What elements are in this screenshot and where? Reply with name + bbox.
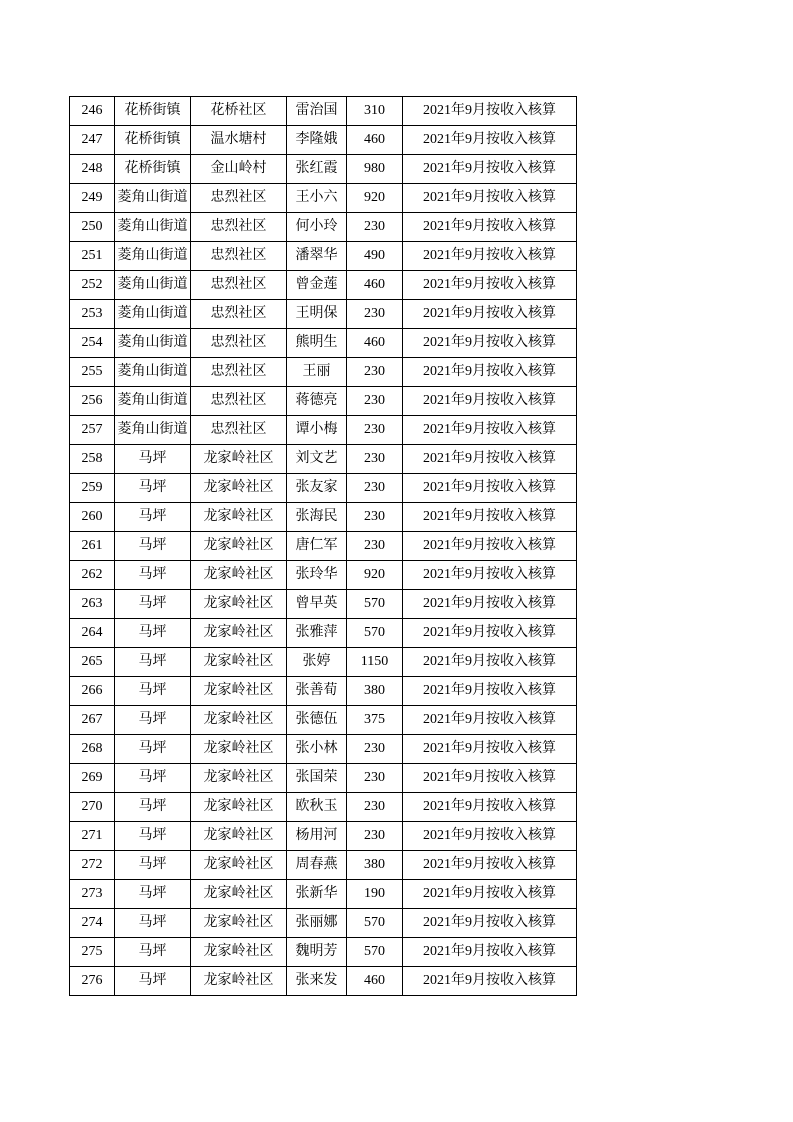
cell-note: 2021年9月按收入核算: [403, 416, 577, 445]
cell-town: 马坪: [115, 706, 191, 735]
cell-serial-number: 257: [70, 416, 115, 445]
table-row: [70, 416, 577, 445]
cell-amount: 230: [347, 445, 403, 474]
cell-town: 马坪: [115, 648, 191, 677]
cell-serial-number: 258: [70, 445, 115, 474]
cell-community: 龙家岭社区: [191, 648, 287, 677]
cell-note: 2021年9月按收入核算: [403, 619, 577, 648]
table-row: [70, 503, 577, 532]
cell-community: 龙家岭社区: [191, 909, 287, 938]
cell-town: 马坪: [115, 532, 191, 561]
cell-amount: 230: [347, 300, 403, 329]
cell-serial-number: 252: [70, 271, 115, 300]
table-body: [70, 97, 577, 996]
cell-person-name: 欧秋玉: [287, 793, 347, 822]
cell-serial-number: 246: [70, 97, 115, 126]
cell-person-name: 熊明生: [287, 329, 347, 358]
cell-serial-number: 250: [70, 213, 115, 242]
cell-town: 菱角山街道: [115, 213, 191, 242]
cell-serial-number: 274: [70, 909, 115, 938]
table-row: [70, 97, 577, 126]
cell-note: 2021年9月按收入核算: [403, 474, 577, 503]
cell-note: 2021年9月按收入核算: [403, 706, 577, 735]
cell-amount: 490: [347, 242, 403, 271]
table-row: [70, 532, 577, 561]
cell-community: 龙家岭社区: [191, 619, 287, 648]
cell-person-name: 张丽娜: [287, 909, 347, 938]
cell-note: 2021年9月按收入核算: [403, 793, 577, 822]
cell-community: 忠烈社区: [191, 416, 287, 445]
cell-town: 菱角山街道: [115, 242, 191, 271]
cell-amount: 230: [347, 358, 403, 387]
cell-serial-number: 269: [70, 764, 115, 793]
cell-person-name: 曾早英: [287, 590, 347, 619]
cell-note: 2021年9月按收入核算: [403, 445, 577, 474]
cell-town: 马坪: [115, 851, 191, 880]
cell-note: 2021年9月按收入核算: [403, 590, 577, 619]
cell-community: 温水塘村: [191, 126, 287, 155]
table-row: [70, 155, 577, 184]
cell-serial-number: 263: [70, 590, 115, 619]
cell-community: 忠烈社区: [191, 300, 287, 329]
cell-note: 2021年9月按收入核算: [403, 387, 577, 416]
cell-person-name: 张婷: [287, 648, 347, 677]
cell-serial-number: 256: [70, 387, 115, 416]
cell-note: 2021年9月按收入核算: [403, 97, 577, 126]
cell-note: 2021年9月按收入核算: [403, 242, 577, 271]
cell-person-name: 张海民: [287, 503, 347, 532]
cell-community: 忠烈社区: [191, 329, 287, 358]
cell-person-name: 张玲华: [287, 561, 347, 590]
cell-community: 龙家岭社区: [191, 474, 287, 503]
table-row: [70, 126, 577, 155]
cell-person-name: 何小玲: [287, 213, 347, 242]
cell-serial-number: 261: [70, 532, 115, 561]
table-row: [70, 300, 577, 329]
cell-note: 2021年9月按收入核算: [403, 909, 577, 938]
cell-amount: 980: [347, 155, 403, 184]
cell-person-name: 刘文艺: [287, 445, 347, 474]
table-row: [70, 822, 577, 851]
cell-town: 马坪: [115, 967, 191, 996]
table-row: [70, 880, 577, 909]
table-row: [70, 242, 577, 271]
cell-serial-number: 248: [70, 155, 115, 184]
cell-note: 2021年9月按收入核算: [403, 271, 577, 300]
cell-town: 马坪: [115, 793, 191, 822]
subsidy-records-table: [69, 96, 577, 996]
cell-person-name: 张雅萍: [287, 619, 347, 648]
cell-serial-number: 264: [70, 619, 115, 648]
cell-amount: 375: [347, 706, 403, 735]
cell-community: 金山岭村: [191, 155, 287, 184]
cell-serial-number: 254: [70, 329, 115, 358]
cell-amount: 920: [347, 184, 403, 213]
table-row: [70, 590, 577, 619]
cell-note: 2021年9月按收入核算: [403, 880, 577, 909]
cell-note: 2021年9月按收入核算: [403, 851, 577, 880]
cell-person-name: 蒋德亮: [287, 387, 347, 416]
cell-amount: 460: [347, 271, 403, 300]
cell-note: 2021年9月按收入核算: [403, 532, 577, 561]
cell-note: 2021年9月按收入核算: [403, 503, 577, 532]
cell-person-name: 潘翠华: [287, 242, 347, 271]
table-row: [70, 619, 577, 648]
cell-town: 马坪: [115, 445, 191, 474]
cell-community: 龙家岭社区: [191, 503, 287, 532]
cell-note: 2021年9月按收入核算: [403, 329, 577, 358]
cell-serial-number: 259: [70, 474, 115, 503]
cell-amount: 570: [347, 619, 403, 648]
cell-serial-number: 266: [70, 677, 115, 706]
cell-town: 马坪: [115, 880, 191, 909]
cell-community: 龙家岭社区: [191, 532, 287, 561]
cell-note: 2021年9月按收入核算: [403, 358, 577, 387]
cell-amount: 230: [347, 474, 403, 503]
cell-person-name: 张小林: [287, 735, 347, 764]
cell-town: 菱角山街道: [115, 329, 191, 358]
table-row: [70, 474, 577, 503]
cell-person-name: 李隆娥: [287, 126, 347, 155]
cell-amount: 230: [347, 532, 403, 561]
cell-amount: 920: [347, 561, 403, 590]
cell-serial-number: 272: [70, 851, 115, 880]
cell-person-name: 张友家: [287, 474, 347, 503]
table-row: [70, 329, 577, 358]
table-row: [70, 561, 577, 590]
cell-person-name: 王丽: [287, 358, 347, 387]
cell-amount: 230: [347, 213, 403, 242]
table-row: [70, 387, 577, 416]
cell-town: 马坪: [115, 735, 191, 764]
cell-town: 马坪: [115, 590, 191, 619]
table-row: [70, 677, 577, 706]
cell-amount: 460: [347, 967, 403, 996]
cell-person-name: 唐仁军: [287, 532, 347, 561]
cell-community: 龙家岭社区: [191, 706, 287, 735]
cell-town: 花桥街镇: [115, 126, 191, 155]
cell-serial-number: 268: [70, 735, 115, 764]
table-row: [70, 851, 577, 880]
cell-note: 2021年9月按收入核算: [403, 300, 577, 329]
cell-serial-number: 262: [70, 561, 115, 590]
cell-town: 马坪: [115, 822, 191, 851]
table-row: [70, 706, 577, 735]
cell-amount: 380: [347, 677, 403, 706]
cell-town: 马坪: [115, 938, 191, 967]
cell-amount: 230: [347, 822, 403, 851]
cell-note: 2021年9月按收入核算: [403, 764, 577, 793]
cell-note: 2021年9月按收入核算: [403, 213, 577, 242]
cell-serial-number: 273: [70, 880, 115, 909]
cell-note: 2021年9月按收入核算: [403, 184, 577, 213]
cell-serial-number: 255: [70, 358, 115, 387]
cell-town: 马坪: [115, 677, 191, 706]
table-row: [70, 793, 577, 822]
cell-amount: 230: [347, 735, 403, 764]
cell-community: 花桥社区: [191, 97, 287, 126]
cell-note: 2021年9月按收入核算: [403, 155, 577, 184]
cell-note: 2021年9月按收入核算: [403, 561, 577, 590]
cell-note: 2021年9月按收入核算: [403, 735, 577, 764]
cell-town: 菱角山街道: [115, 271, 191, 300]
cell-community: 龙家岭社区: [191, 822, 287, 851]
cell-serial-number: 260: [70, 503, 115, 532]
cell-serial-number: 276: [70, 967, 115, 996]
cell-amount: 380: [347, 851, 403, 880]
cell-serial-number: 275: [70, 938, 115, 967]
cell-community: 龙家岭社区: [191, 590, 287, 619]
table-row: [70, 735, 577, 764]
cell-amount: 230: [347, 387, 403, 416]
cell-amount: 230: [347, 503, 403, 532]
cell-town: 马坪: [115, 503, 191, 532]
cell-town: 马坪: [115, 909, 191, 938]
cell-serial-number: 253: [70, 300, 115, 329]
cell-serial-number: 247: [70, 126, 115, 155]
cell-town: 菱角山街道: [115, 184, 191, 213]
cell-amount: 310: [347, 97, 403, 126]
cell-community: 忠烈社区: [191, 242, 287, 271]
cell-community: 忠烈社区: [191, 184, 287, 213]
cell-note: 2021年9月按收入核算: [403, 648, 577, 677]
cell-community: 龙家岭社区: [191, 764, 287, 793]
cell-community: 忠烈社区: [191, 358, 287, 387]
cell-note: 2021年9月按收入核算: [403, 126, 577, 155]
table-row: [70, 445, 577, 474]
cell-town: 马坪: [115, 474, 191, 503]
cell-community: 龙家岭社区: [191, 938, 287, 967]
cell-community: 龙家岭社区: [191, 561, 287, 590]
cell-amount: 570: [347, 590, 403, 619]
cell-amount: 460: [347, 329, 403, 358]
cell-serial-number: 270: [70, 793, 115, 822]
cell-community: 忠烈社区: [191, 213, 287, 242]
cell-amount: 230: [347, 793, 403, 822]
cell-person-name: 张红霞: [287, 155, 347, 184]
cell-person-name: 曾金莲: [287, 271, 347, 300]
cell-person-name: 雷治国: [287, 97, 347, 126]
cell-community: 忠烈社区: [191, 271, 287, 300]
cell-town: 马坪: [115, 561, 191, 590]
cell-community: 龙家岭社区: [191, 445, 287, 474]
cell-community: 龙家岭社区: [191, 880, 287, 909]
table-row: [70, 184, 577, 213]
cell-note: 2021年9月按收入核算: [403, 677, 577, 706]
cell-serial-number: 251: [70, 242, 115, 271]
cell-note: 2021年9月按收入核算: [403, 938, 577, 967]
cell-person-name: 张国荣: [287, 764, 347, 793]
cell-person-name: 张新华: [287, 880, 347, 909]
table-row: [70, 648, 577, 677]
cell-person-name: 张来发: [287, 967, 347, 996]
cell-community: 龙家岭社区: [191, 793, 287, 822]
cell-note: 2021年9月按收入核算: [403, 822, 577, 851]
cell-community: 龙家岭社区: [191, 967, 287, 996]
cell-person-name: 王小六: [287, 184, 347, 213]
cell-amount: 570: [347, 909, 403, 938]
cell-person-name: 杨用河: [287, 822, 347, 851]
cell-community: 忠烈社区: [191, 387, 287, 416]
cell-community: 龙家岭社区: [191, 851, 287, 880]
cell-community: 龙家岭社区: [191, 677, 287, 706]
cell-town: 花桥街镇: [115, 155, 191, 184]
cell-person-name: 魏明芳: [287, 938, 347, 967]
cell-person-name: 王明保: [287, 300, 347, 329]
cell-amount: 570: [347, 938, 403, 967]
cell-serial-number: 249: [70, 184, 115, 213]
cell-amount: 1150: [347, 648, 403, 677]
cell-town: 菱角山街道: [115, 387, 191, 416]
cell-town: 菱角山街道: [115, 358, 191, 387]
table-row: [70, 271, 577, 300]
cell-town: 马坪: [115, 764, 191, 793]
cell-town: 菱角山街道: [115, 300, 191, 329]
cell-person-name: 张德伍: [287, 706, 347, 735]
cell-town: 菱角山街道: [115, 416, 191, 445]
cell-note: 2021年9月按收入核算: [403, 967, 577, 996]
table-row: [70, 909, 577, 938]
table-row: [70, 358, 577, 387]
cell-town: 花桥街镇: [115, 97, 191, 126]
cell-amount: 460: [347, 126, 403, 155]
cell-amount: 230: [347, 764, 403, 793]
cell-person-name: 周春燕: [287, 851, 347, 880]
table-row: [70, 938, 577, 967]
cell-town: 马坪: [115, 619, 191, 648]
cell-amount: 230: [347, 416, 403, 445]
table-row: [70, 213, 577, 242]
cell-person-name: 张善荀: [287, 677, 347, 706]
cell-community: 龙家岭社区: [191, 735, 287, 764]
cell-amount: 190: [347, 880, 403, 909]
cell-serial-number: 271: [70, 822, 115, 851]
cell-person-name: 谭小梅: [287, 416, 347, 445]
table-row: [70, 967, 577, 996]
table-row: [70, 764, 577, 793]
cell-serial-number: 265: [70, 648, 115, 677]
cell-serial-number: 267: [70, 706, 115, 735]
